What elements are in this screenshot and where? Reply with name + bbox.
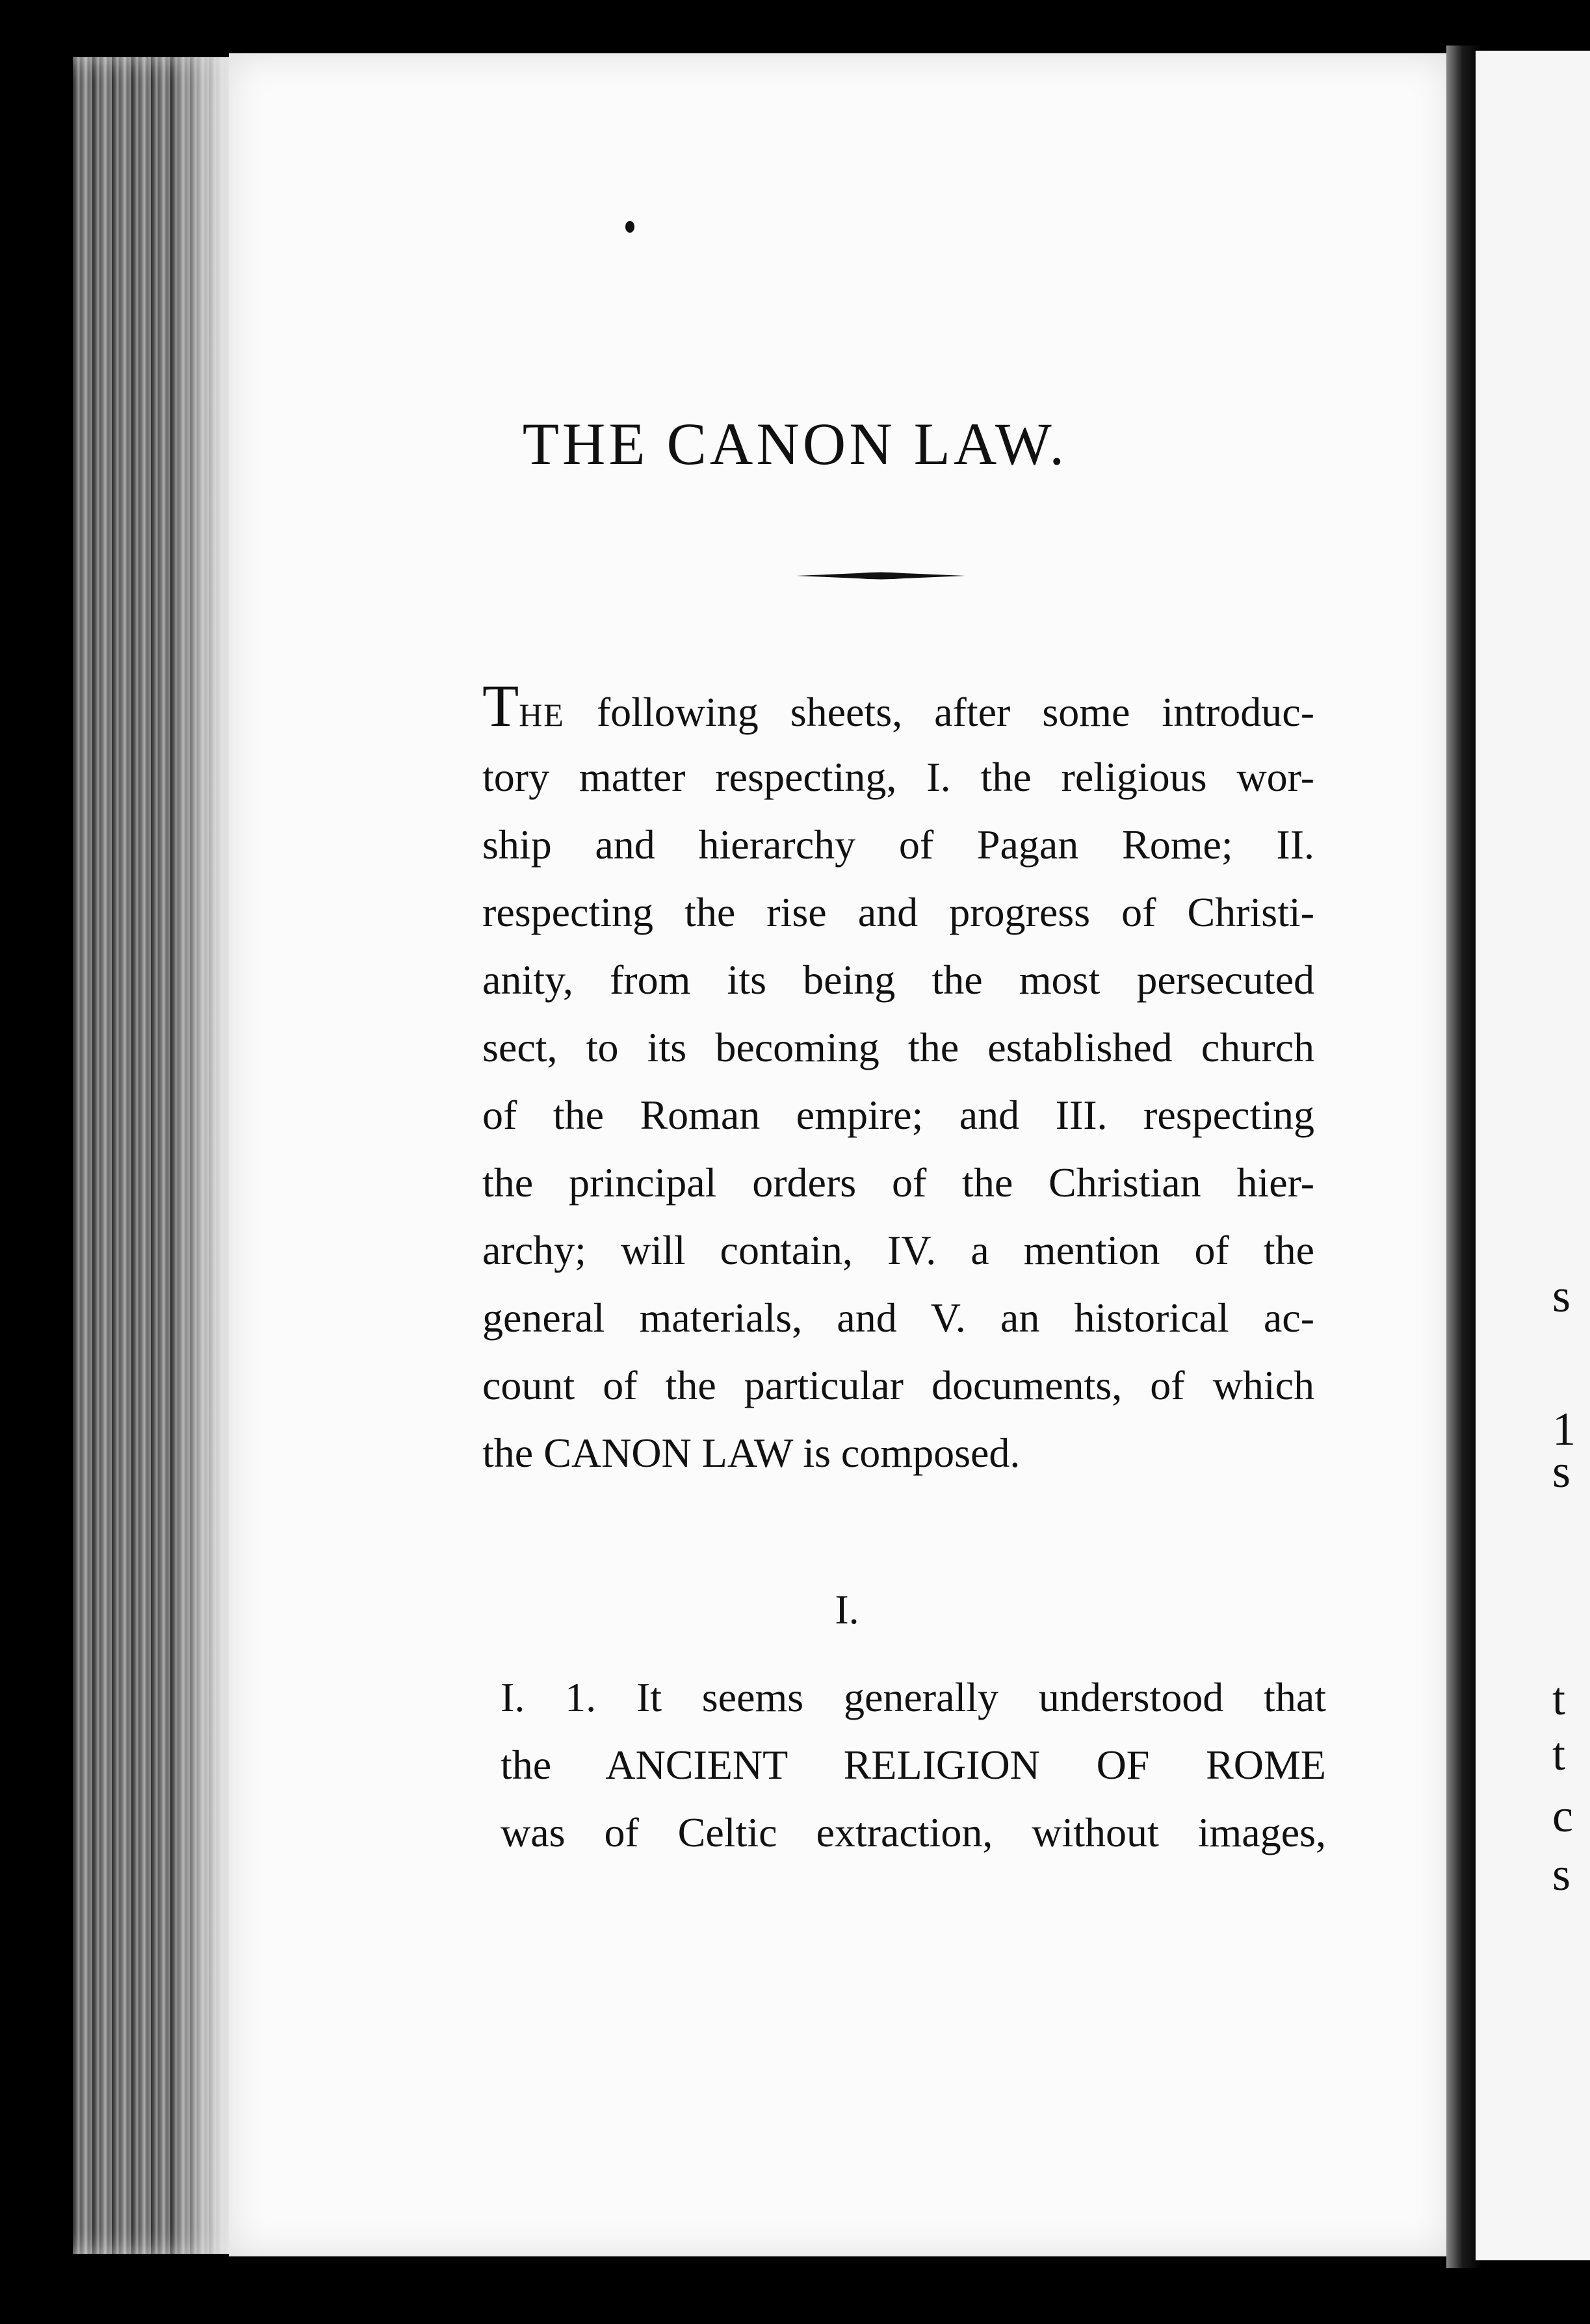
lead-word-smallcaps: HE [519, 697, 565, 733]
paragraph-line: the CANON LAW is composed. [482, 1430, 1021, 1476]
page-block-edge [73, 57, 235, 2254]
line-text: following sheets, after some introduc- [564, 689, 1314, 735]
paragraph-line: of the Roman empire; and III. respecting [482, 1092, 1314, 1138]
paragraph-line: count of the particular documents, of which [482, 1362, 1314, 1408]
intro-paragraph [482, 673, 1314, 1487]
facing-page-letter: c [1552, 1790, 1573, 1842]
facing-page-letter: s [1552, 1848, 1571, 1900]
paragraph-line: respecting the rise and progress of Christi- [482, 889, 1314, 935]
drop-cap: T [482, 673, 519, 739]
paragraph-line: was of Celtic extraction, without images, [501, 1809, 1326, 1855]
facing-page-letter: t [1552, 1673, 1566, 1725]
paragraph-line: sect, to its becoming the established church [482, 1024, 1314, 1070]
paragraph-line: tory matter respecting, I. the religious wor- [482, 754, 1314, 800]
paragraph-line: ship and hierarchy of Pagan Rome; II. [482, 821, 1314, 868]
paragraph-line [482, 673, 1314, 743]
ornamental-rule [796, 572, 965, 580]
page-title: THE CANON LAW. [522, 411, 1068, 477]
ink-speck [625, 221, 634, 233]
facing-page-letter: 1 [1552, 1403, 1576, 1455]
paragraph-line: I. 1. It seems generally understood that [501, 1674, 1326, 1720]
paragraph-line: anity, from its being the most persecuted [482, 957, 1314, 1003]
facing-page-letter: t [1552, 1728, 1566, 1780]
paragraph-line: archy; will contain, IV. a mention of the [482, 1227, 1314, 1273]
section-numeral: I. [835, 1586, 859, 1633]
paragraph-line: general materials, and V. an historical ac- [482, 1295, 1314, 1341]
facing-page [1476, 51, 1590, 2260]
section-paragraph [501, 1664, 1326, 1866]
paragraph-line: the ANCIENT RELIGION OF ROME [501, 1742, 1326, 1788]
paragraph-line: the principal orders of the Christian hier- [482, 1159, 1314, 1206]
facing-page-letter: s [1552, 1270, 1571, 1322]
facing-page-letter: s [1552, 1445, 1571, 1497]
